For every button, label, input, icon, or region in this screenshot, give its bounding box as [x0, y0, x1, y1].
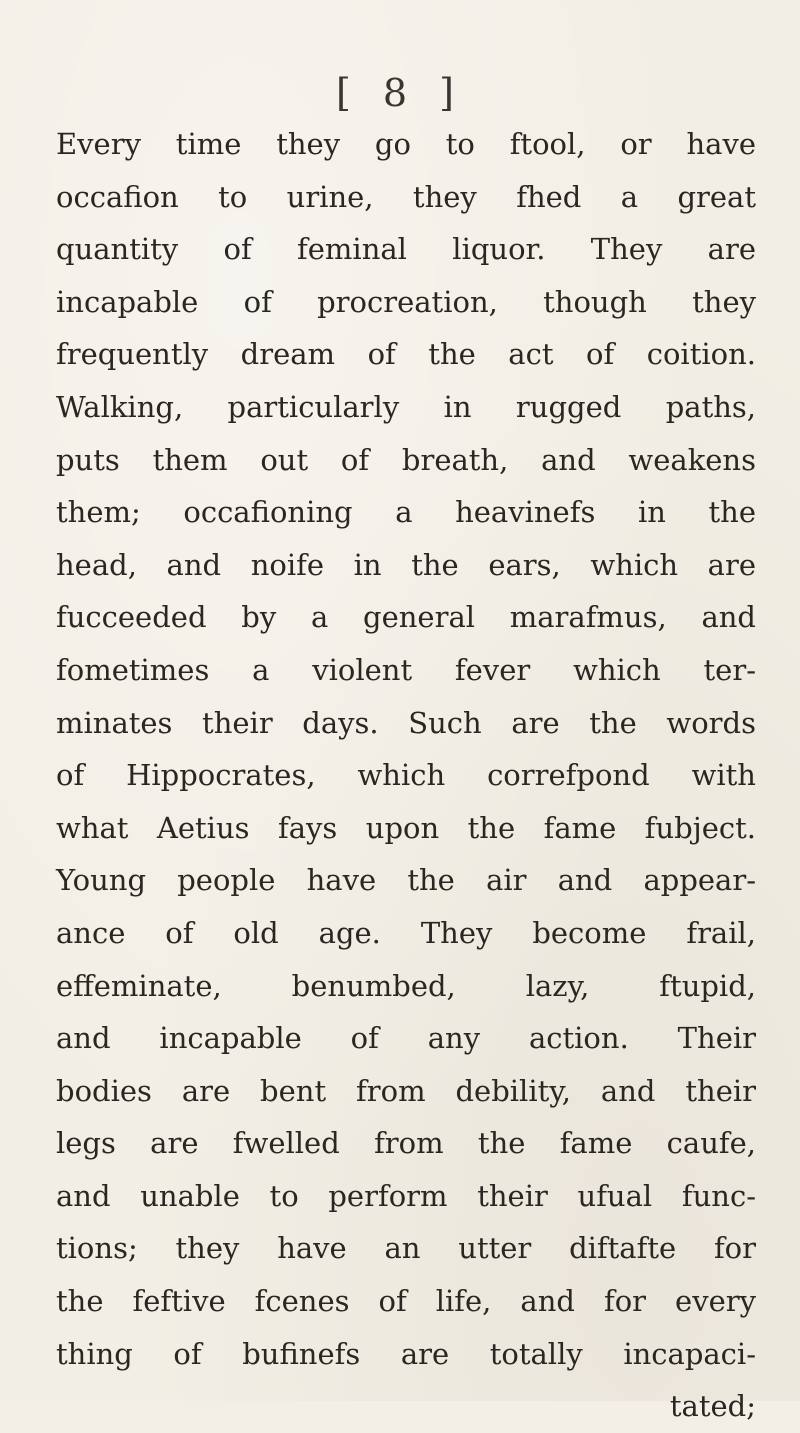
text-line: Young people have the air and appear-: [56, 863, 756, 898]
text-line: head, and noife in the ears, which are: [56, 547, 756, 582]
text-line: incapable of procreation, though they: [56, 284, 756, 319]
text-line: puts them out of breath, and weakens: [56, 442, 756, 477]
page-number: [ 8 ]: [336, 71, 464, 115]
body-text: [56, 118, 756, 1433]
text-line: legs are fwelled from the fame caufe,: [56, 1126, 756, 1161]
text-line: them; occafioning a heavinefs in the: [56, 495, 756, 530]
text-line: Walking, particularly in rugged paths,: [56, 389, 756, 424]
text-line: of Hippocrates, which correfpond with: [56, 758, 756, 793]
text-line: and incapable of any action. Their: [56, 1021, 756, 1056]
catchword: tated;: [669, 1389, 756, 1424]
text-line: thing of bufinefs are totally incapaci-: [56, 1336, 756, 1371]
text-line: bodies are bent from debility, and their: [56, 1073, 756, 1108]
text-line: the feftive fcenes of life, and for every: [56, 1284, 756, 1319]
text-line: effeminate, benumbed, lazy, ftupid,: [56, 968, 756, 1003]
text-line: Every time they go to ftool, or have: [56, 127, 756, 161]
text-line: ance of old age. They become frail,: [56, 915, 756, 950]
text-line: minates their days. Such are the words: [56, 705, 756, 740]
text-line: occafion to urine, they fhed a great: [56, 179, 756, 214]
text-line: what Aetius fays upon the fame fubject.: [56, 810, 756, 845]
text-line: quantity of feminal liquor. They are: [56, 232, 756, 267]
text-line: and unable to perform their ufual func-: [56, 1178, 756, 1213]
text-line: fucceeded by a general marafmus, and: [56, 600, 756, 635]
text-line: tions; they have an utter diftafte for: [56, 1231, 756, 1266]
text-line: fometimes a violent fever which ter-: [56, 652, 756, 687]
text-line: frequently dream of the act of coition.: [56, 337, 756, 372]
